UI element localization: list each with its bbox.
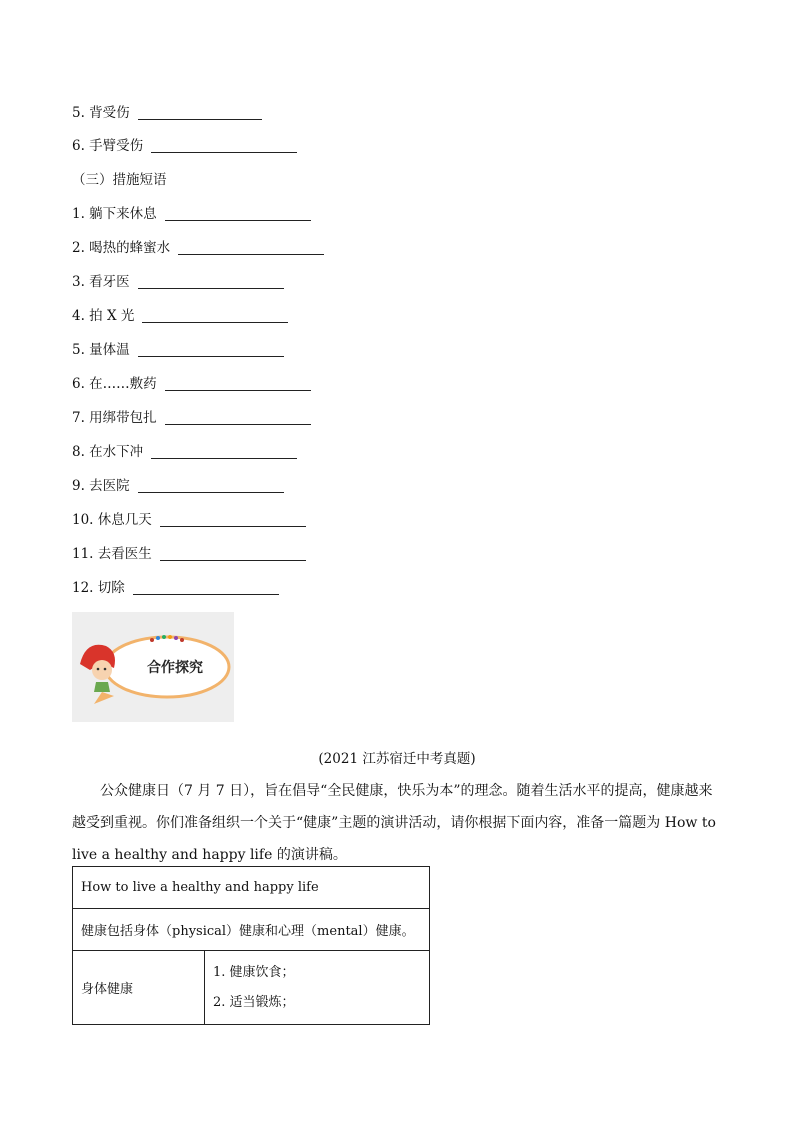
list-item — [72, 511, 306, 529]
banner-illustration — [72, 612, 234, 722]
answer-blank[interactable] — [151, 444, 297, 459]
list-item — [72, 205, 311, 223]
item-label: 2. 喝热的蜂蜜水 — [72, 240, 171, 256]
answer-blank[interactable] — [133, 580, 279, 595]
item-label: 5. 量体温 — [72, 342, 130, 358]
list-item — [72, 409, 311, 427]
answer-blank[interactable] — [151, 138, 297, 153]
answer-blank[interactable] — [165, 206, 311, 221]
list-item — [72, 579, 279, 597]
item-label: 4. 拍 X 光 — [72, 308, 135, 324]
item-label: 9. 去医院 — [72, 478, 130, 494]
list-item — [72, 273, 284, 291]
list-item — [72, 375, 311, 393]
outline-table — [72, 866, 430, 1025]
girl-mascot-icon — [80, 645, 115, 692]
task-paragraph: 公众健康日（7 月 7 日），旨在倡导“全民健康，快乐为本”的理念。随着生活水平的提高，健康越来越受到重视。你们准备组织一个关于“健康”主题的演讲活动，请你根据下面内容，准备一篇题为 How to live a healthy and happy life 的演讲稿。 — [72, 783, 716, 863]
point-item: 1. 健康饮食； — [213, 964, 295, 980]
list-item — [72, 104, 262, 122]
table-title: How to live a healthy and happy life — [73, 867, 430, 909]
answer-blank[interactable] — [165, 410, 311, 425]
item-label: 7. 用绑带包扎 — [72, 410, 157, 426]
item-label: 11. 去看医生 — [72, 546, 152, 562]
answer-blank[interactable] — [142, 308, 288, 323]
section-heading: （三）措施短语 — [72, 172, 167, 188]
list-item — [72, 137, 297, 155]
list-item — [72, 307, 288, 325]
list-item — [72, 443, 297, 461]
item-label: 10. 休息几天 — [72, 512, 152, 528]
item-label: 6. 在……敷药 — [72, 376, 157, 392]
source-line: (2021 江苏宿迁中考真题) — [318, 751, 476, 767]
item-label: 8. 在水下冲 — [72, 444, 144, 460]
answer-blank[interactable] — [138, 105, 262, 120]
cooperative-inquiry-banner — [72, 612, 234, 722]
list-item — [72, 239, 324, 257]
row-label: 身体健康 — [73, 951, 205, 1025]
item-label: 5. 背受伤 — [72, 105, 130, 121]
list-item — [72, 341, 284, 359]
list-item — [72, 477, 284, 495]
answer-blank[interactable] — [160, 512, 306, 527]
answer-blank[interactable] — [138, 342, 284, 357]
table-intro: 健康包括身体（physical）健康和心理（mental）健康。 — [73, 909, 430, 951]
item-label: 6. 手臂受伤 — [72, 138, 144, 154]
points-cell — [205, 951, 430, 1025]
point-item: 2. 适当锻炼； — [213, 994, 295, 1010]
answer-blank[interactable] — [178, 240, 324, 255]
list-item — [72, 545, 306, 563]
banner-text: 合作探究 — [147, 660, 203, 676]
item-label: 12. 切除 — [72, 580, 125, 596]
item-label: 3. 看牙医 — [72, 274, 130, 290]
answer-blank[interactable] — [138, 478, 284, 493]
item-label: 1. 躺下来休息 — [72, 206, 157, 222]
answer-blank[interactable] — [165, 376, 311, 391]
answer-blank[interactable] — [138, 274, 284, 289]
answer-blank[interactable] — [160, 546, 306, 561]
